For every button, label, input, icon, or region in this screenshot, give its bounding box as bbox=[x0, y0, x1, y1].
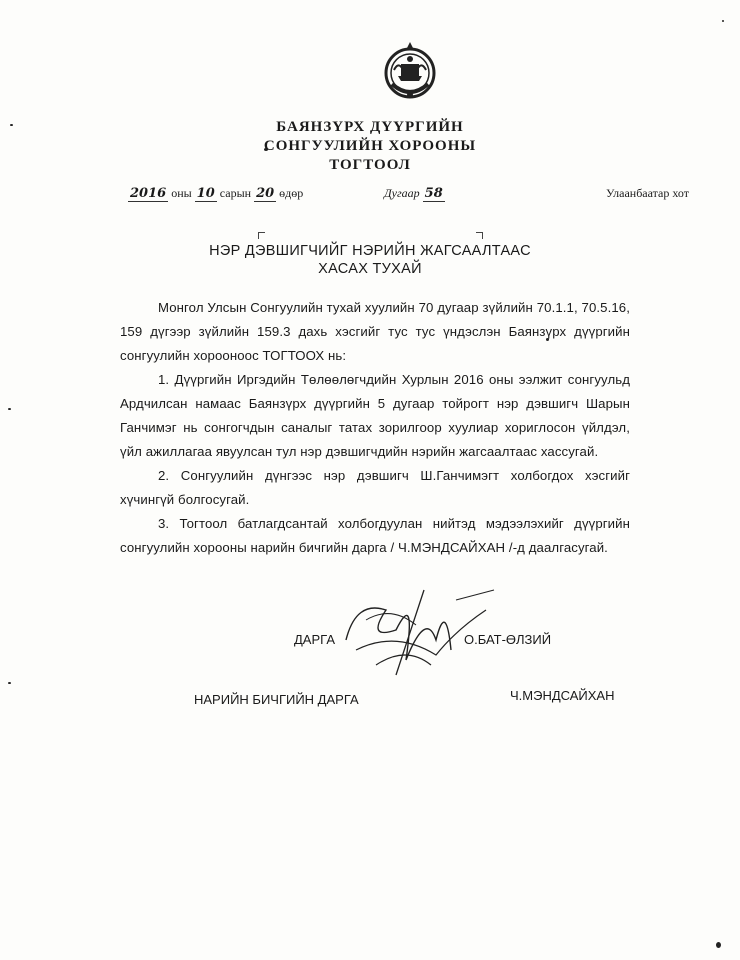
number-line bbox=[384, 186, 445, 202]
scan-speck bbox=[716, 942, 721, 948]
intro-paragraph: Монгол Улсын Сонгуулийн тухай хуулийн 70 дугаар зүйлийн 70.1.1, 70.5.16, 159 дүгээр зүйлийн 159.3 дахь хэсгийг тус тус үндэслэн Баянзүрх дүүргийн сонгуулийн хорооноос ТОГТООХ нь: bbox=[120, 300, 630, 363]
scan-speck bbox=[722, 20, 724, 22]
chair-name: О.БАТ-ӨЛЗИЙ bbox=[464, 632, 552, 647]
chair-title: ДАРГА bbox=[294, 632, 335, 647]
title-corner-mark bbox=[258, 232, 265, 239]
number-label: Дугаар bbox=[384, 186, 420, 200]
organization-line-1: БАЯНЗҮРХ ДҮҮРГИЙН bbox=[276, 119, 464, 135]
date-line bbox=[128, 186, 303, 202]
document-title-line-2: ХАСАХ ТУХАЙ bbox=[318, 261, 422, 277]
title-corner-mark bbox=[476, 232, 483, 239]
state-emblem-icon bbox=[382, 40, 438, 102]
document-body bbox=[120, 296, 630, 560]
secretary-title: НАРИЙН БИЧГИЙН ДАРГА bbox=[194, 692, 359, 707]
date-year: 2016 bbox=[130, 186, 167, 201]
scan-speck bbox=[8, 408, 11, 410]
document-title-line-1: НЭР ДЭВШИГЧИЙГ НЭРИЙН ЖАГСААЛТААС bbox=[209, 243, 531, 259]
place-label: Улаанбаатар хот bbox=[606, 186, 689, 200]
date-day-suffix: өдөр bbox=[279, 186, 304, 200]
handwritten-signature bbox=[336, 570, 496, 680]
date-day: 20 bbox=[256, 186, 275, 201]
resolution-label: ТОГТООЛ bbox=[329, 157, 411, 173]
date-month: 10 bbox=[196, 186, 215, 201]
organization-line-2: СОНГУУЛИЙН ХОРООНЫ bbox=[263, 138, 477, 154]
secretary-name: Ч.МЭНДСАЙХАН bbox=[510, 688, 615, 703]
date-year-suffix: оны bbox=[171, 186, 192, 200]
resolution-number: 58 bbox=[424, 186, 443, 201]
decision-item-2: 2. Сонгуулийн дүнгээс нэр дэвшигч Ш.Ганчимэгт холбогдох хэсгийг хүчингүй болгосугай. bbox=[120, 468, 630, 507]
date-month-suffix: сарын bbox=[219, 186, 252, 200]
scan-speck bbox=[8, 682, 11, 684]
decision-item-1: 1. Дүүргийн Иргэдийн Төлөөлөгчдийн Хурлын 2016 оны ээлжит сонгуульд Ардчилсан намаас Баянзүрх дүүргийн 5 дугаар тойрогт нэр дэвшигч Шарын Ганчимэг нь сонгогчдын саналыг татах зорилгоор хуулиар хориглосон үйлдэл, үйл ажиллагаа явуулсан тул нэр дэвшигчдийн нэрийн жагсаалтаас хассугай. bbox=[120, 372, 630, 459]
decision-item-3: 3. Тогтоол батлагдсантай холбогдуулан нийтэд мэдээлэхийг дүүргийн сонгуулийн хорооны нарийн бичгийн дарга / Ч.МЭНДСАЙХАН /-д даалгасугай. bbox=[120, 516, 630, 555]
